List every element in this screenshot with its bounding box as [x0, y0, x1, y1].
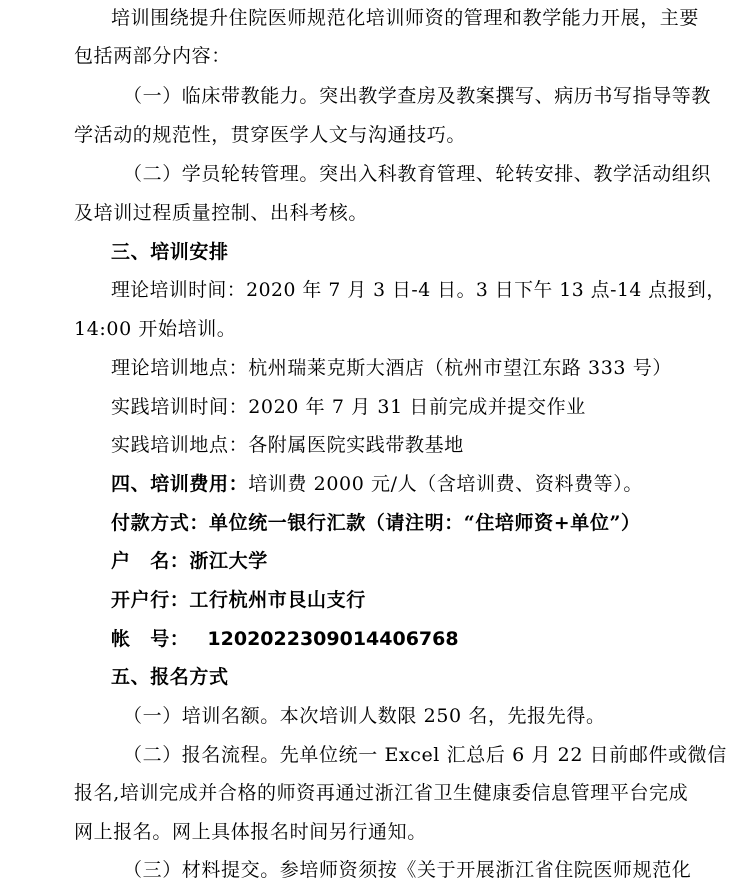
part2-line-1: （二）学员轮转管理。突出入科教育管理、轮转安排、教学活动组织 — [123, 163, 712, 185]
practice-place-line: 实践培训地点：各附属医院实践带教基地 — [111, 434, 464, 456]
account-name-label: 户 名： — [111, 550, 190, 572]
account-name-value: 浙江大学 — [189, 550, 268, 572]
quota-line: （一）培训名额。本次培训人数限 250 名，先报先得。 — [123, 705, 606, 727]
part1-line-2: 学活动的规范性，贯穿医学人文与沟通技巧。 — [74, 124, 467, 146]
practice-time-line: 实践培训时间：2020 年 7 月 31 日前完成并提交作业 — [111, 396, 586, 418]
process-line-2: 报名,培训完成并合格的师资再通过浙江省卫生健康委信息管理平台完成 — [74, 782, 689, 804]
account-number-label: 帐 号： — [111, 628, 190, 650]
section3-heading: 三、培训安排 — [111, 241, 229, 263]
bank-label: 开户行： — [111, 589, 190, 611]
process-line-1: （二）报名流程。先单位统一 Excel 汇总后 6 月 22 日前邮件或微信 — [123, 744, 727, 766]
section5-heading: 五、报名方式 — [111, 666, 229, 688]
part1-line-1: （一）临床带教能力。突出教学查房及教案撰写、病历书写指导等教 — [123, 85, 712, 107]
payment-line: 付款方式：单位统一银行汇款（请注明：“住培师资+单位”） — [111, 512, 641, 534]
section4-line — [111, 472, 643, 496]
section4-heading: 四、培训费用： — [111, 473, 249, 495]
materials-line-1: （三）材料提交。参培师资须按《关于开展浙江省住院医师规范化 — [123, 859, 692, 881]
bank-value: 工行杭州市艮山支行 — [189, 589, 366, 611]
theory-time-line-2: 14:00 开始培训。 — [74, 318, 237, 340]
bank-line — [111, 588, 366, 612]
theory-place-line: 理论培训地点：杭州瑞莱克斯大酒店（杭州市望江东路 333 号） — [111, 357, 672, 379]
process-line-3: 网上报名。网上具体报名时间另行通知。 — [74, 821, 427, 843]
account-number-value: 1202022309014406768 — [207, 628, 459, 650]
account-name-line — [111, 549, 268, 573]
intro-line-2: 包括两部分内容： — [74, 45, 231, 67]
part2-line-2: 及培训过程质量控制、出科考核。 — [74, 202, 369, 224]
theory-time-line-1: 理论培训时间：2020 年 7 月 3 日-4 日。3 日下午 13 点-14 点报到， — [111, 280, 726, 301]
intro-line-1: 培训围绕提升住院医师规范化培训师资的管理和教学能力开展，主要 — [111, 7, 700, 29]
section4-text: 培训费 2000 元/人（含培训费、资料费等）。 — [248, 473, 643, 495]
account-number-line — [111, 627, 459, 651]
